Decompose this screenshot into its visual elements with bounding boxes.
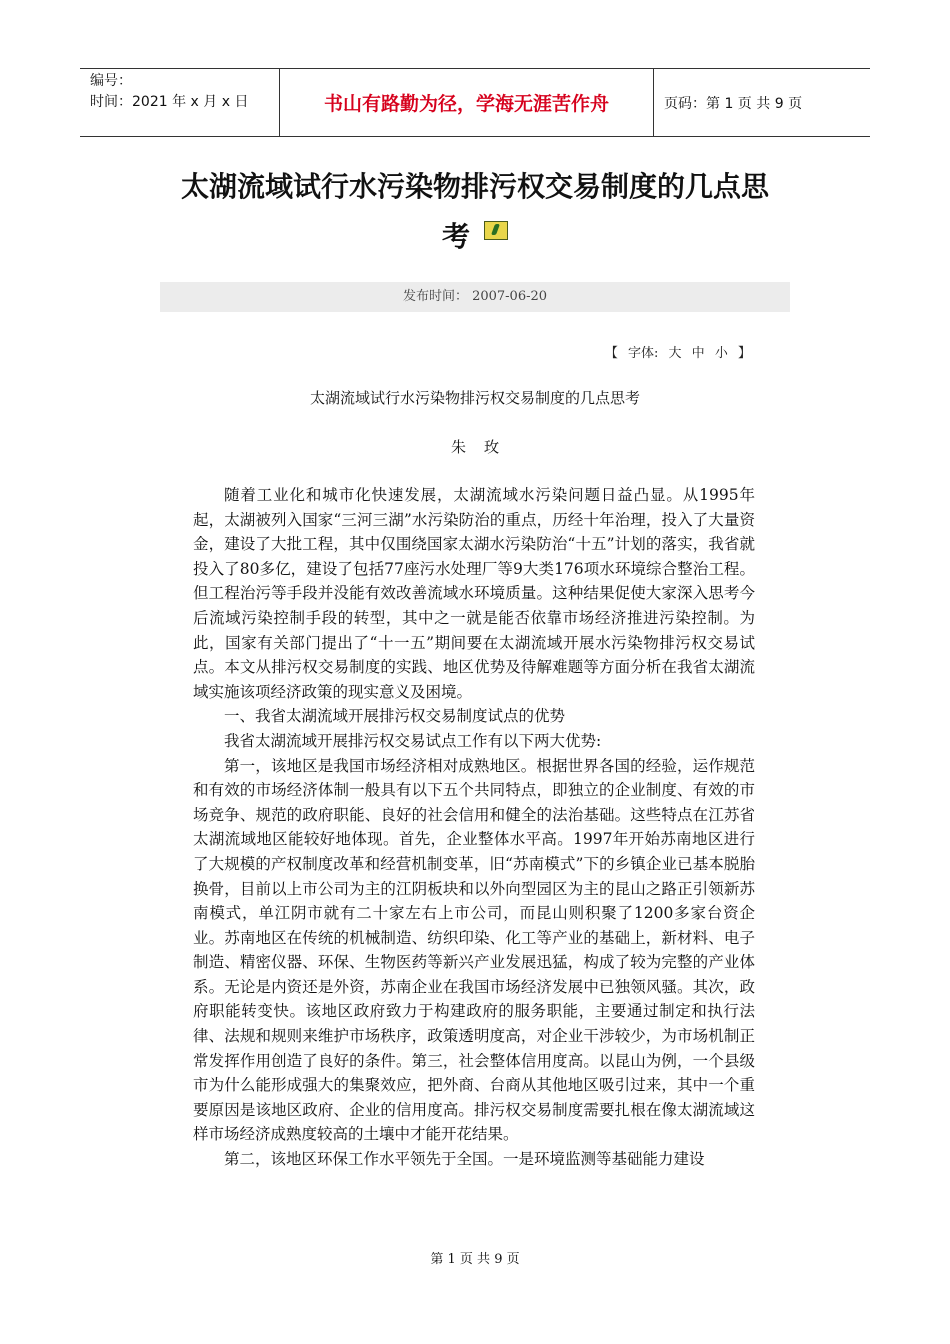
paragraph: 第二，该地区环保工作水平领先于全国。一是环境监测等基础能力建设	[224, 1150, 705, 1169]
font-size-medium-link[interactable]: 中	[691, 346, 705, 361]
paragraph: 我省太湖流域开展排污权交易试点工作有以下两大优势:	[224, 731, 602, 750]
page-title-line2: 考	[441, 220, 470, 253]
paragraph: 第一，该地区是我国市场经济相对成熟地区。根据世界各国的经验，运作规范和有效的市场经济体制一般具有以下五个共同特点，即独立的企业制度、有效的市场竞争、规范的政府职能、良好的社会信用和健全的法治基础。这些特点在江苏省太湖流域地区能较好地体现。首先，企业整体水平高。1997年开始苏南地区进行了大规模的产权制度改革和经营机制变革，旧“苏南模式”下的乡镇企业已基本脱胎换骨，目前以上市公司为主的江阴板块和以外向型园区为主的昆山之路正引领新苏南模式，单江阴市就有二十家左右上市公司，而昆山则积聚了1200多家台资企业。苏南地区在传统的机械制造、纺织印染、化工等产业的基础上，新材料、电子制造、精密仪器、环保、生物医药等新兴产业发展迅猛，构成了较为完整的产业体系。无论是内资还是外资，苏南企业在我国市场经济发展中已独领风骚。其次，政府职能转变快。该地区政府致力于构建政府的服务职能，主要通过制定和执行法律、法规和规则来维护市场秩序，政策透明度高，对企业干涉较少，为市场机制正常发挥作用创造了良好的条件。第三，社会整体信用度高。以昆山为例，一个县级市为什么能形成强大的集聚效应，把外商、台商从其他地区吸引过来，其中一个重要原因是该地区政府、企业的信用度高。排污权交易制度需要扎根在像太湖流域这样市场经济成熟度较高的土壤中才能开花结果。	[193, 756, 755, 1144]
font-size-large-link[interactable]: 大	[668, 346, 682, 361]
font-size-small-link[interactable]: 小	[714, 346, 728, 361]
header-motto: 书山有路勤为径，学海无涯苦作舟	[280, 69, 654, 136]
article-body	[193, 483, 755, 1172]
page-title-continued	[0, 215, 950, 255]
section-heading: 一、我省太湖流域开展排污权交易制度试点的优势	[224, 707, 566, 726]
header-meta	[80, 69, 280, 136]
paragraph: 随着工业化和城市化快速发展，太湖流域水污染问题日益凸显。从1995年起，太湖被列入国家“三河三湖”水污染防治的重点，历经十年治理，投入了大量资金，建设了大批工程，其中仅围绕国家太湖水污染防治“十五”计划的落实，我省就投入了80多亿，建设了包括77座污水处理厂等9大类176项水环境综合整治工程。但工程治污等手段并没能有效改善流域水环境质量。这种结果促使大家深入思考今后流域污染控制手段的转型，其中之一就是能否依靠市场经济推进污染控制。为此，国家有关部门提出了“十一五”期间要在太湖流域开展水污染物排污权交易试点。本文从排污权交易制度的实践、地区优势及待解难题等方面分析在我省太湖流域实施该项经济政策的现实意义及困境。	[193, 486, 755, 701]
document-header	[80, 68, 870, 137]
bracket-open: 【	[604, 346, 618, 361]
page-footer: 第 1 页 共 9 页	[430, 1252, 520, 1267]
number-label: 编号：	[90, 73, 132, 89]
bracket-close: 】	[737, 346, 751, 361]
page-title: 太湖流域试行水污染物排污权交易制度的几点思	[180, 170, 769, 203]
document-link-icon[interactable]	[484, 221, 508, 240]
publish-date-bar: 发布时间： 2007-06-20	[160, 282, 790, 312]
article-author: 朱玫	[450, 438, 517, 456]
header-page-info: 页码：第 1 页 共 9 页	[664, 95, 803, 112]
font-size-label: 字体:	[627, 346, 659, 361]
font-size-selector	[602, 342, 754, 361]
time-label: 时间：2021 年 x 月 x 日	[90, 94, 249, 110]
article-subtitle: 太湖流域试行水污染物排污权交易制度的几点思考	[309, 389, 640, 407]
